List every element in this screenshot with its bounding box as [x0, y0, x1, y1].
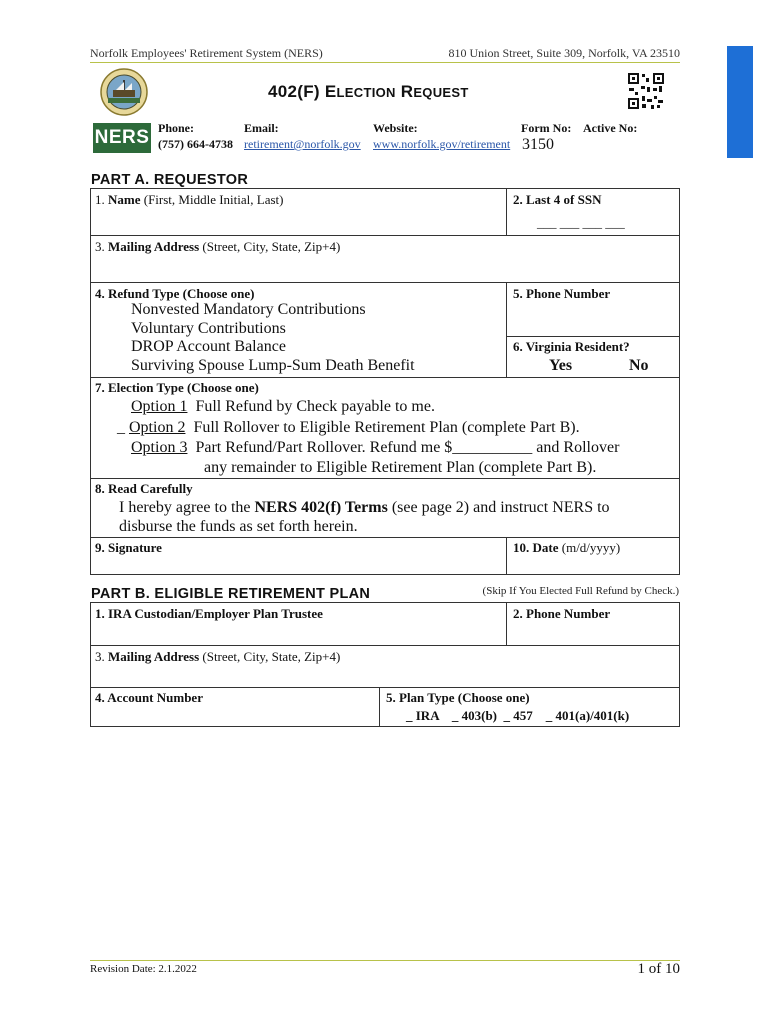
agreement-text-line2: disburse the funds as set forth herein. [119, 518, 358, 535]
form-number: 3150 [522, 136, 554, 153]
virginia-resident-no[interactable]: No [629, 357, 649, 374]
skip-note: (Skip If You Elected Full Refund by Check.) [482, 585, 679, 597]
ira-custodian-label: 1. IRA Custodian/Employer Plan Trustee [95, 606, 323, 621]
website-label: Website: [373, 121, 418, 135]
phone-value: (757) 664-4738 [158, 137, 233, 151]
refund-option-voluntary[interactable]: Voluntary Contributions [131, 320, 286, 337]
mailing-address-label: 3. Mailing Address (Street, City, State, Zip+4) [95, 239, 341, 254]
plan-phone-field[interactable] [506, 602, 680, 646]
read-carefully-label: 8. Read Carefully [95, 481, 193, 496]
page-number: 1 of 10 [637, 961, 680, 977]
form-title: 402(F) ELECTION REQUEST [268, 82, 469, 101]
plan-type-group [379, 687, 680, 727]
election-option-3-cont: any remainder to Eligible Retirement Plan (complete Part B). [204, 459, 597, 476]
phone-label: Phone: [158, 121, 194, 135]
refund-option-nonvested[interactable]: Nonvested Mandatory Contributions [131, 301, 366, 318]
org-address: 810 Union Street, Suite 309, Norfolk, VA 23510 [448, 46, 680, 60]
virginia-resident-group [506, 336, 680, 378]
plan-phone-label: 2. Phone Number [513, 606, 611, 621]
election-option-2[interactable]: _ Option 2 Full Rollover to Eligible Retirement Plan (complete Part B). [117, 419, 580, 436]
city-seal-icon [100, 68, 148, 116]
election-option-1[interactable]: Option 1 Full Refund by Check payable to me. [131, 398, 435, 415]
date-label: 10. Date (m/d/yyyy) [513, 540, 621, 555]
active-no-label: Active No: [583, 121, 638, 135]
part-a-heading: PART A. REQUESTOR [91, 172, 249, 188]
plan-mailing-address-field[interactable] [90, 645, 680, 688]
ssn-field[interactable] [506, 188, 680, 236]
part-b-heading: PART B. ELIGIBLE RETIREMENT PLAN [91, 586, 371, 602]
side-tab [727, 46, 753, 158]
ssn-blanks: ___ ___ ___ ___ [537, 215, 625, 230]
signature-label: 9. Signature [95, 540, 162, 555]
refund-type-group [90, 282, 507, 378]
signature-field[interactable] [90, 537, 507, 575]
refund-option-drop[interactable]: DROP Account Balance [131, 338, 286, 355]
ssn-label: 2. Last 4 of SSN [513, 192, 602, 207]
agreement-text: I hereby agree to the NERS 402(f) Terms (see page 2) and instruct NERS to [119, 499, 610, 516]
name-field[interactable] [90, 188, 507, 236]
plan-mailing-address-label: 3. Mailing Address (Street, City, State, Zip+4) [95, 649, 341, 664]
refund-type-label: 4. Refund Type (Choose one) [95, 286, 255, 301]
virginia-resident-label: 6. Virginia Resident? [513, 339, 630, 354]
footer-divider [90, 960, 680, 961]
account-number-label: 4. Account Number [95, 690, 203, 705]
org-name: Norfolk Employees' Retirement System (NERS) [90, 46, 323, 60]
virginia-resident-yes[interactable]: Yes [549, 357, 573, 374]
ira-custodian-field[interactable] [90, 602, 507, 646]
phone-number-field[interactable] [506, 282, 680, 337]
email-label: Email: [244, 121, 279, 135]
mailing-address-field[interactable] [90, 235, 680, 283]
email-link[interactable]: retirement@norfolk.gov [244, 137, 361, 151]
refund-option-death-benefit[interactable]: Surviving Spouse Lump-Sum Death Benefit [131, 357, 415, 374]
form-no-label: Form No: [521, 121, 572, 135]
election-type-group [90, 377, 680, 479]
election-option-3[interactable]: Option 3 Part Refund/Part Rollover. Refund me $__________ and Rollover [131, 439, 620, 456]
account-number-field[interactable] [90, 687, 380, 727]
plan-type-label: 5. Plan Type (Choose one) [386, 690, 530, 705]
phone-number-label: 5. Phone Number [513, 286, 611, 301]
name-label: 1. Name (First, Middle Initial, Last) [95, 192, 284, 207]
plan-type-options[interactable]: _ IRA _ 403(b) _ 457 _ 401(a)/401(k) [406, 708, 630, 723]
header-divider [90, 62, 680, 63]
website-link[interactable]: www.norfolk.gov/retirement [373, 137, 511, 151]
ners-logo: NERS [93, 123, 151, 153]
agreement-section [90, 478, 680, 538]
revision-date: Revision Date: 2.1.2022 [90, 963, 197, 975]
qr-code-icon [627, 72, 665, 110]
date-field[interactable] [506, 537, 680, 575]
election-type-label: 7. Election Type (Choose one) [95, 380, 259, 395]
